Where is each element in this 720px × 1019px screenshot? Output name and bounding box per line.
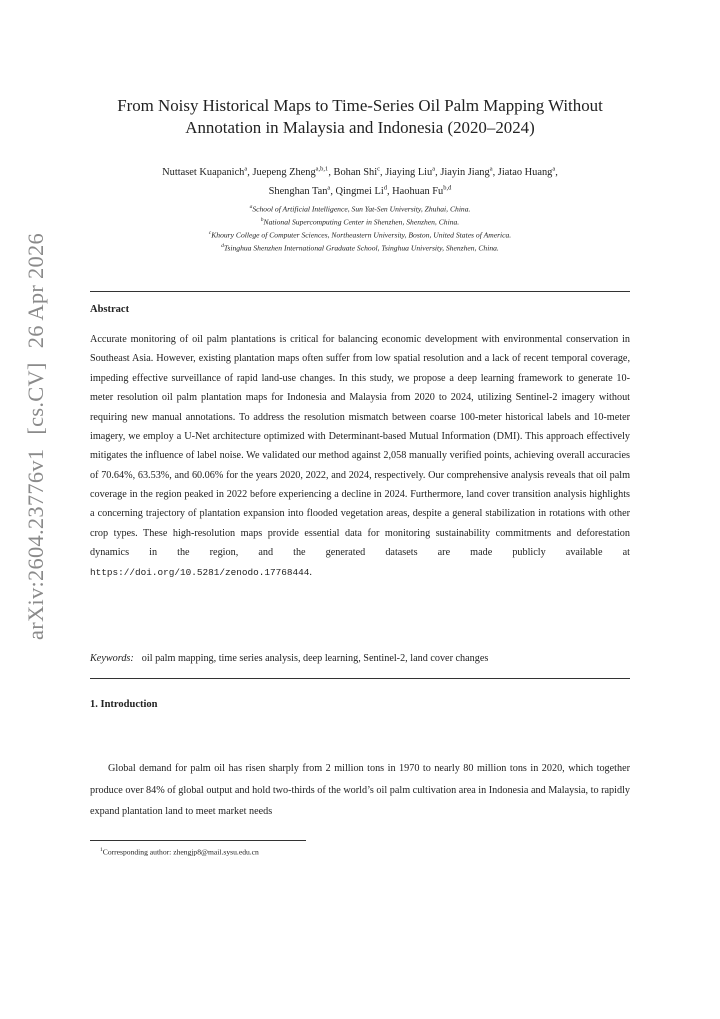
arxiv-identifier-stamp [14, 233, 58, 640]
author: Nuttaset Kuapanich$^a$, [162, 166, 253, 179]
abstract-paragraph: Accurate monitoring of oil palm plantations is critical for balancing economic development with environmental conservation in Southeast Asia. However, existing plantation maps often suffer from low spatial resolution and a lack of recent temporal coverage, impeding effective surveillance of rapid land-use changes. In this study, we propose a deep learning framework to generate 10-meter resolution oil palm plantation maps for Indonesia and Malaysia from 2020 to 2024, utilizing Sentinel-2 imagery without requiring new manual annotations. To address the resolution mismatch between coarse 100-meter historical labels and 10-meter imagery, we employ a U-Net architecture optimized with Determinant-based Mutual Information (DMI). This approach effectively mitigates the influence of label noise. We validated our method against 2,058 manually verified points, achieving overall accuracies of 70.64%, 63.53%, and 60.06% for the years 2020, 2022, and 2024, respectively. Our comprehensive analysis reveals that oil palm coverage in the region peaked in 2022 before experiencing a decline in 2024. Furthermore, land cover transition analysis highlights a concerning trajectory of plantation expansion into flooded vegetation areas, despite a general stabilization in rotations with other crop types. These high-resolution maps provide essential data for monitoring sustainability commitments and deforestation dynamics in the region, and the generated datasets are made publicly available at [90, 334, 630, 559]
footnote: $^1$Corresponding author: zhengjp8@mail.sysu.edu.cn [100, 847, 259, 857]
author: Jiayin Jiang$^a$, [440, 166, 498, 179]
footnote-rule [90, 840, 306, 841]
footnote-text: Corresponding author: zhengjp8@mail.sysu.edu.cn [102, 847, 259, 857]
abstract-top-rule [90, 291, 630, 292]
arxiv-date: 26 Apr 2026 [23, 233, 48, 349]
keywords-label: Keywords: [90, 653, 134, 664]
affiliation: $^c$Khoury College of Computer Sciences, Northeastern University, Boston, United States of America. [208, 230, 512, 240]
arxiv-category: [cs.CV] [23, 362, 48, 435]
affiliation: $^d$Tsinghua Shenzhen International Graduate School, Tsinghua University, Shenzhen, China. [221, 243, 499, 253]
author: Haohuan Fu$^{b,d}$ [392, 184, 452, 197]
author-list [90, 162, 630, 199]
abstract-heading: Abstract [90, 304, 130, 315]
keywords-line [90, 652, 630, 666]
author: Jiaying Liu$^a$, [385, 166, 441, 179]
title-line-2: Annotation in Malaysia and Indonesia (2020–2024) [185, 118, 535, 137]
author: Bohan Shi$^c$, [333, 166, 386, 179]
abstract-bottom-rule [90, 678, 630, 679]
introduction-paragraph: Global demand for palm oil has risen sharply from 2 million tons in 1970 to nearly 80 million tons in 2020, which together produce over 84% of global output and hold two-thirds of the world’s oil palm cultivation area in Indonesia and Malaysia, to rapidly expand plantation land to meet market needs [90, 763, 630, 817]
keywords-text: oil palm mapping, time series analysis, deep learning, Sentinel-2, land cover changes [141, 653, 489, 664]
affiliation: $^b$National Supercomputing Center in Shenzhen, Shenzhen, China. [260, 217, 460, 227]
author: Juepeng Zheng$^{a,b,1}$, [252, 166, 334, 179]
doi-link[interactable]: https://doi.org/10.5281/zenodo.17768444 [90, 566, 310, 578]
affiliation: $^a$School of Artificial Intelligence, Sun Yat-Sen University, Zhuhai, China. [249, 204, 471, 214]
affiliation-list [90, 202, 630, 255]
arxiv-id: arXiv:2604.23776v1 [23, 448, 48, 640]
author: Shenghan Tan$^a$, [268, 184, 336, 197]
author: Jiatao Huang$^a$, [497, 166, 558, 179]
abstract-text: Accurate monitoring of oil palm plantations is critical for balancing economic development with environmental conservation in Southeast Asia. However, existing plantation maps often suffer from low spatial resolution and a lack of recent temporal coverage, impeding effective surveillance of rapid land-use changes. In this study, we propose a deep learning framework to generate 10-meter resolution oil palm plantation maps for Indonesia and Malaysia from 2020 to 2024, utilizing Sentinel-2 imagery without requiring new manual annotations. To address the resolution mismatch between coarse 100-meter historical labels and 10-meter imagery, we employ a U-Net architecture optimized with Determinant-based Mutual Information (DMI). This approach effectively mitigates the influence of label noise. We validated our method against 2,058 manually verified points, achieving overall accuracies of 70.64%, 63.53%, and 60.06% for the years 2020, 2022, and 2024, respectively. Our comprehensive analysis reveals that oil palm coverage in the region peaked in 2022 before experiencing a decline in 2024. Furthermore, land cover transition analysis highlights a concerning trajectory of plantation expansion into flooded vegetation areas, despite a general stabilization in rotations with other crop types. These high-resolution maps provide essential data for monitoring sustainability commitments and deforestation dynamics in the region, and the generated datasets are made publicly available at https://doi.org/10.5281/zenodo.17768444. [90, 334, 630, 578]
paper-title [90, 95, 630, 139]
section-heading-introduction: 1. Introduction [90, 699, 158, 710]
author: Qingmei Li$^d$, [335, 184, 393, 197]
title-line-1: From Noisy Historical Maps to Time-Series Oil Palm Mapping Without [117, 96, 603, 115]
